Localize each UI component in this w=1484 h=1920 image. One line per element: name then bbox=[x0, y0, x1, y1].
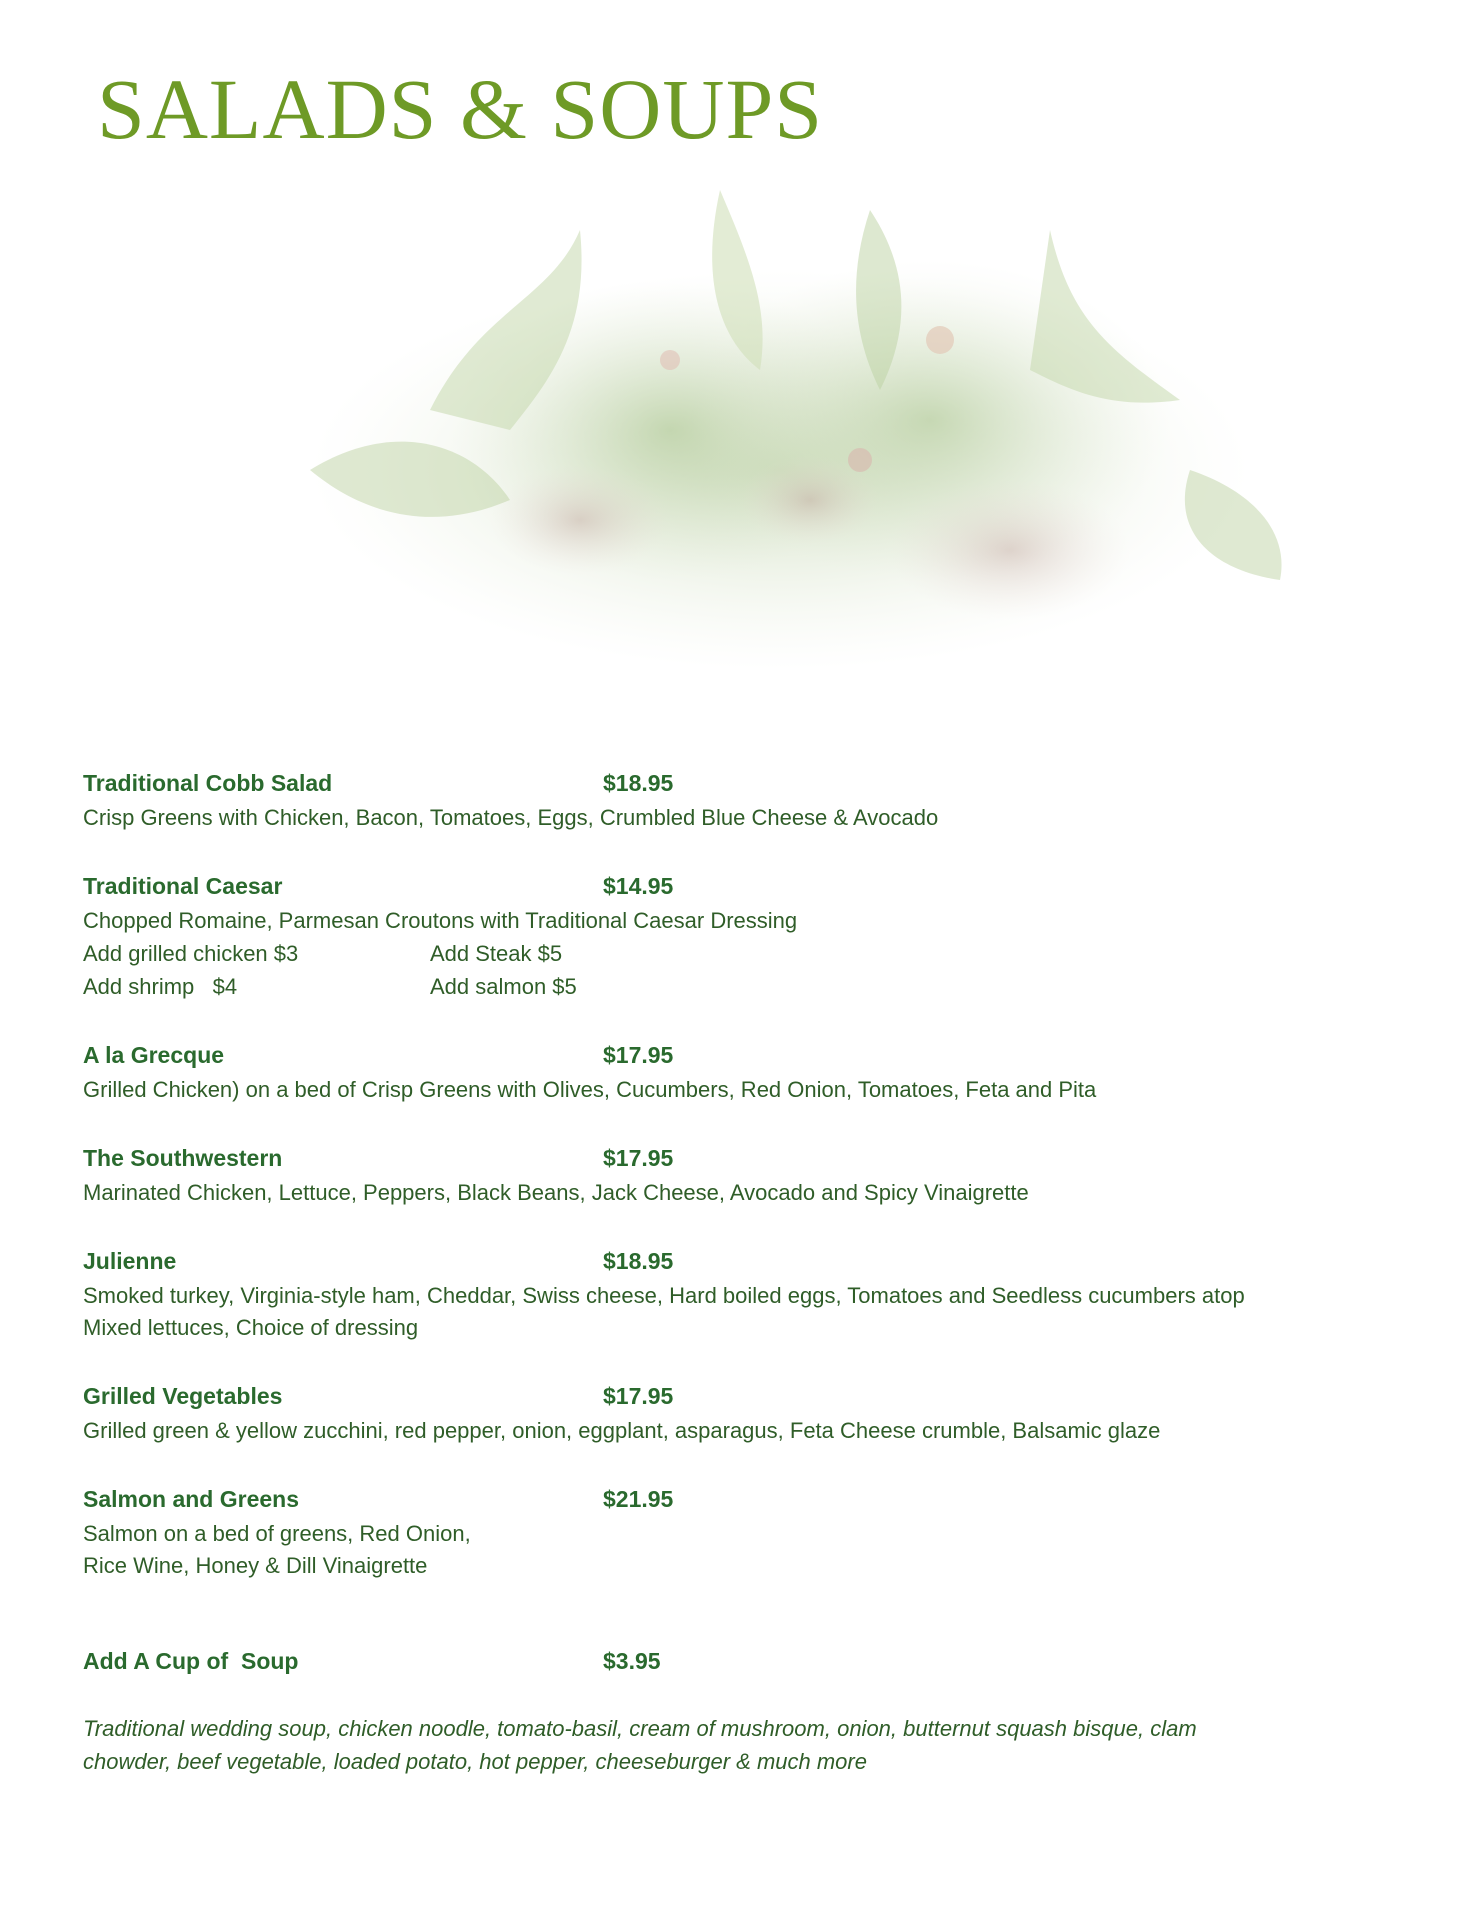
item-description: Grilled Chicken) on a bed of Crisp Greens with Olives, Cucumbers, Red Onion, Tomatoes, Feta and Pita bbox=[83, 1077, 1097, 1102]
item-price: $17.95 bbox=[603, 1145, 674, 1171]
menu-item-grilled-vegetables bbox=[83, 1383, 1413, 1447]
item-price: $18.95 bbox=[603, 770, 674, 796]
page-title: SALADS & SOUPS bbox=[97, 61, 824, 157]
item-description: Smoked turkey, Virginia-style ham, Cheddar, Swiss cheese, Hard boiled eggs, Tomatoes and Seedless cucumbers atop bbox=[83, 1283, 1245, 1308]
item-price: $18.95 bbox=[603, 1248, 674, 1274]
salad-greens-image bbox=[250, 170, 1310, 690]
item-name: A la Grecque bbox=[83, 1042, 225, 1068]
item-price: $17.95 bbox=[603, 1383, 674, 1409]
item-name: Add A Cup of Soup bbox=[83, 1648, 299, 1674]
item-name: Salmon and Greens bbox=[83, 1486, 300, 1512]
menu-item-caesar bbox=[83, 873, 1413, 1003]
addon-option: Add salmon $5 bbox=[430, 974, 577, 999]
soup-description bbox=[83, 1712, 1413, 1778]
item-name: Grilled Vegetables bbox=[83, 1383, 283, 1409]
item-name: The Southwestern bbox=[83, 1145, 283, 1171]
item-price: $3.95 bbox=[603, 1648, 661, 1674]
menu-item-soup bbox=[83, 1648, 1413, 1778]
item-price: $21.95 bbox=[603, 1486, 674, 1512]
menu-item-julienne bbox=[83, 1248, 1413, 1344]
item-description: Mixed lettuces, Choice of dressing bbox=[83, 1315, 419, 1340]
addon-options bbox=[83, 937, 1413, 1003]
item-price: $17.95 bbox=[603, 1042, 674, 1068]
addon-option: Add shrimp $4 bbox=[83, 974, 238, 999]
addon-option: Add Steak $5 bbox=[430, 941, 563, 966]
item-description: Crisp Greens with Chicken, Bacon, Tomatoes, Eggs, Crumbled Blue Cheese & Avocado bbox=[83, 805, 939, 830]
soup-description-line: Traditional wedding soup, chicken noodle, tomato-basil, cream of mushroom, onion, butternut squash bisque, clam bbox=[83, 1716, 1197, 1741]
item-name: Traditional Caesar bbox=[83, 873, 283, 899]
menu-list bbox=[83, 770, 1413, 1817]
item-description: Grilled green & yellow zucchini, red pepper, onion, eggplant, asparagus, Feta Cheese crumble, Balsamic glaze bbox=[83, 1418, 1161, 1443]
item-name: Julienne bbox=[83, 1248, 177, 1274]
addon-option: Add grilled chicken $3 bbox=[83, 941, 299, 966]
item-description: Salmon on a bed of greens, Red Onion, bbox=[83, 1521, 471, 1546]
soup-description-line: chowder, beef vegetable, loaded potato, hot pepper, cheeseburger & much more bbox=[83, 1749, 867, 1774]
item-description: Chopped Romaine, Parmesan Croutons with Traditional Caesar Dressing bbox=[83, 908, 798, 933]
menu-item-southwestern bbox=[83, 1145, 1413, 1209]
item-price: $14.95 bbox=[603, 873, 674, 899]
item-name: Traditional Cobb Salad bbox=[83, 770, 333, 796]
item-description: Rice Wine, Honey & Dill Vinaigrette bbox=[83, 1553, 428, 1578]
menu-item-cobb-salad bbox=[83, 770, 1413, 834]
item-description: Marinated Chicken, Lettuce, Peppers, Black Beans, Jack Cheese, Avocado and Spicy Vinaigrette bbox=[83, 1180, 1029, 1205]
menu-item-a-la-grecque bbox=[83, 1042, 1413, 1106]
menu-item-salmon-and-greens bbox=[83, 1486, 1413, 1582]
